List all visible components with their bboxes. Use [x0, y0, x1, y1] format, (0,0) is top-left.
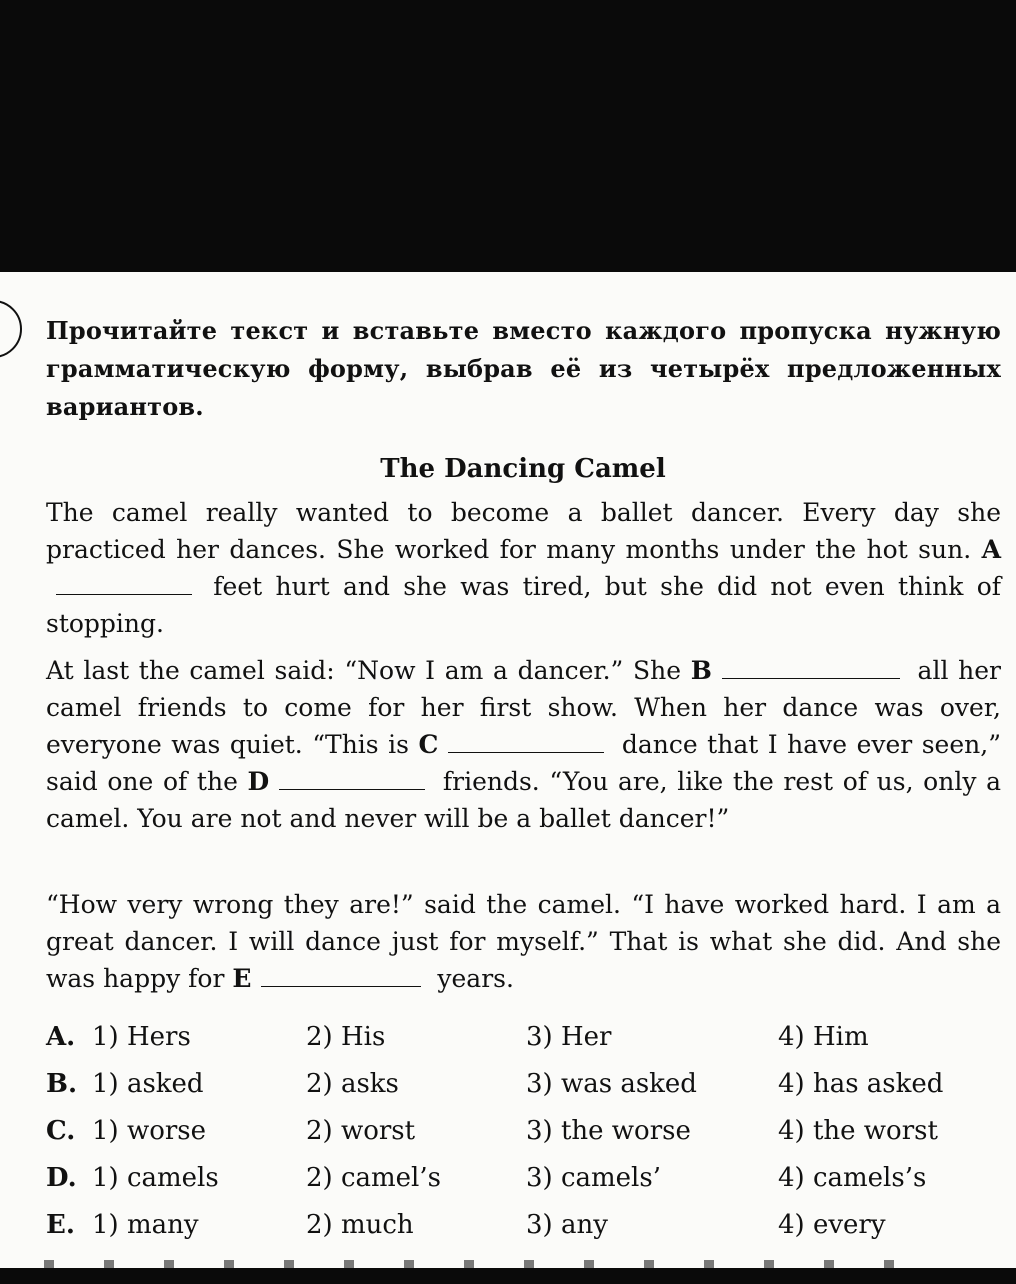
task-instruction: Прочитайте текст и вставьте вместо каждого пропуска нужную грамматическую форму, выбрав её из четырёх предложенных вариантов. [46, 316, 1001, 421]
paragraph-2-text-c: dance that I have ever seen,” said one of the [46, 730, 1001, 796]
gap-label-d: D [247, 767, 270, 796]
option-choice[interactable]: 2) asks [306, 1069, 399, 1099]
paragraph-3-text: “How very wrong they are!” said the camel. “I have worked hard. I am a great dancer. I will dance just for myself.” That is what she did. And she was happy for [46, 890, 1001, 993]
option-row-d [46, 1163, 1006, 1210]
option-choice[interactable]: 2) much [306, 1210, 414, 1240]
option-choice[interactable]: 1) many [92, 1210, 199, 1240]
option-choice[interactable]: 3) camels’ [526, 1163, 661, 1193]
blank-e [261, 985, 421, 987]
paragraph-2-text-d: friends. “You are, like the rest of us, only a camel. You are not and never will be a ballet dancer!” [46, 767, 1001, 833]
option-row-c [46, 1116, 1006, 1163]
blank-a [56, 593, 192, 595]
option-choice[interactable]: 2) His [306, 1022, 386, 1052]
cut-off-next-line [44, 1260, 944, 1268]
option-choice[interactable]: 4) every [778, 1210, 886, 1240]
dark-top-band [0, 0, 1016, 272]
option-letter: B. [46, 1069, 78, 1099]
paragraph-1 [46, 494, 1001, 642]
paragraph-3-text-e: years. [437, 964, 514, 993]
gap-label-b: B [690, 656, 712, 685]
task-number-circle [0, 300, 22, 358]
gap-label-c: C [418, 730, 439, 759]
gap-label-e: E [232, 964, 252, 993]
paragraph-2-text: At last the camel said: “Now I am a dancer.” She [46, 656, 682, 685]
option-choice[interactable]: 1) worse [92, 1116, 207, 1146]
option-choice[interactable]: 4) has asked [778, 1069, 944, 1099]
paragraph-1-text: The camel really wanted to become a ballet dancer. Every day she practiced her dances. She worked for many months under the hot sun. [46, 498, 1001, 564]
option-letter: A. [46, 1022, 76, 1052]
paragraph-2-text-b: all her camel friends to come for her first show. When her dance was over, everyone was quiet. “This is [46, 656, 1001, 759]
option-choice[interactable]: 2) worst [306, 1116, 416, 1146]
option-row-e [46, 1210, 1006, 1257]
option-choice[interactable]: 4) Him [778, 1022, 869, 1052]
option-row-b [46, 1069, 1006, 1116]
worksheet-page [0, 272, 1016, 1268]
option-letter: C. [46, 1116, 76, 1146]
option-letter: E. [46, 1210, 75, 1240]
option-choice[interactable]: 1) Hers [92, 1022, 191, 1052]
paragraph-2 [46, 652, 1001, 837]
option-choice[interactable]: 3) any [526, 1210, 608, 1240]
dark-bottom-band [0, 1268, 1016, 1284]
blank-c [448, 751, 604, 753]
option-row-a [46, 1022, 1006, 1069]
blank-b [722, 677, 900, 679]
option-choice[interactable]: 1) camels [92, 1163, 219, 1193]
option-choice[interactable]: 3) Her [526, 1022, 612, 1052]
paragraph-1-text-cont: feet hurt and she was tired, but she did not even think of stopping. [46, 572, 1001, 638]
option-choice[interactable]: 2) camel’s [306, 1163, 441, 1193]
option-letter: D. [46, 1163, 77, 1193]
option-choice[interactable]: 1) asked [92, 1069, 204, 1099]
option-choice[interactable]: 3) was asked [526, 1069, 697, 1099]
gap-label-a: A [981, 535, 1001, 564]
option-choice[interactable]: 4) camels’s [778, 1163, 927, 1193]
text-title: The Dancing Camel [380, 454, 666, 484]
option-choice[interactable]: 4) the worst [778, 1116, 938, 1146]
option-choice[interactable]: 3) the worse [526, 1116, 691, 1146]
paragraph-3 [46, 886, 1001, 997]
blank-d [279, 788, 425, 790]
answer-options [46, 1022, 1006, 1257]
